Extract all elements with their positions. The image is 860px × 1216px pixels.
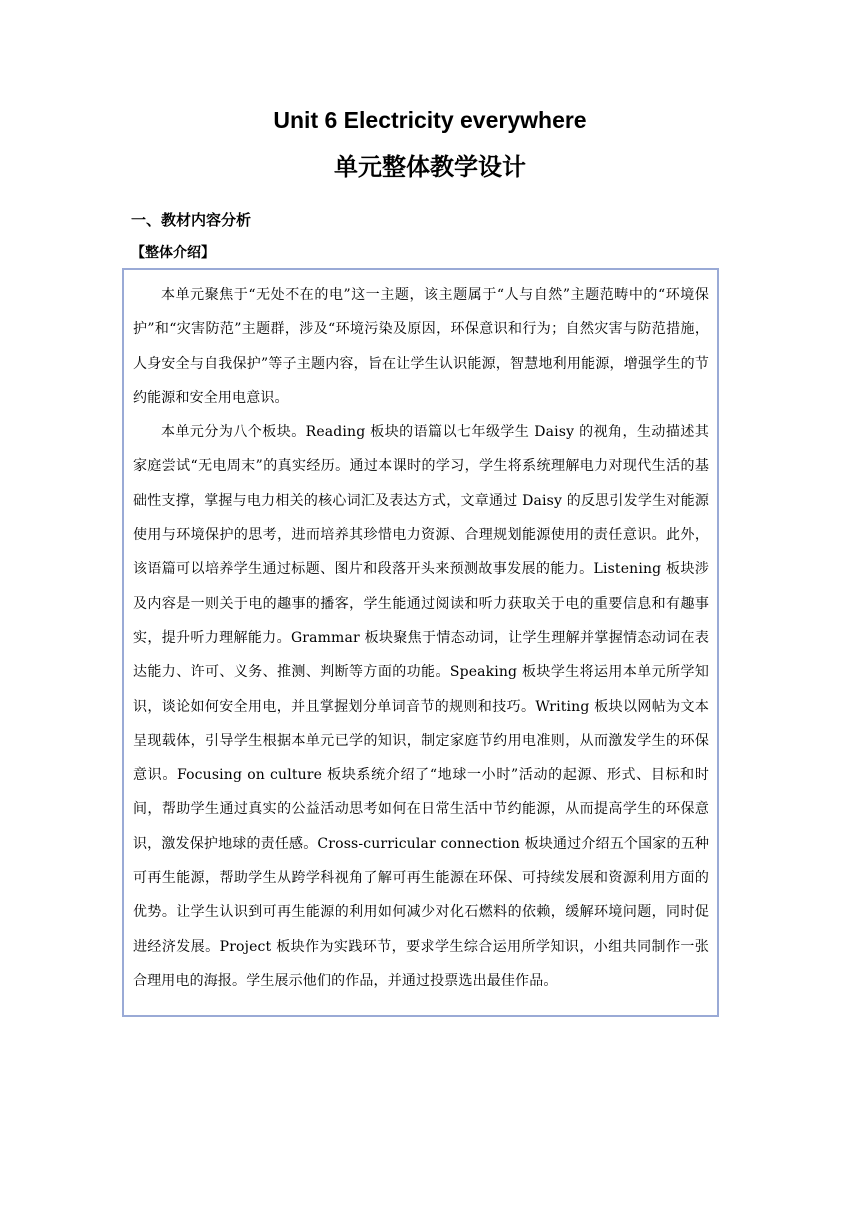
paragraph-2: 本单元分为八个板块。Reading 板块的语篇以七年级学生 Daisy 的视角，生动描述其家庭尝试“无电周末”的真实经历。通过本课时的学习，学生将系统理解电力对现代生活的基础性支撑，掌握与电力相关的核心词汇及表达方式，文章通过 Daisy 的反思引发学生对能源使用与环境保护的思考，进而培养其珍惜电力资源、合理规划能源使用的责任意识。此外，该语篇可以培养学生通过标题、图片和段落开头来预测故事发展的能力。Listening 板块涉及内容是一则关于电的趣事的播客，学生能通过阅读和听力获取关于电的重要信息和有趣事实，提升听力理解能力。Grammar 板块聚焦于情态动词，让学生理解并掌握情态动词在表达能力、许可、义务、推测、判断等方面的功能。Speaking 板块学生将运用本单元所学知识，谈论如何安全用电，并且掌握划分单词音节的规则和技巧。Writing 板块以网帖为文本呈现载体，引导学生根据本单元已学的知识，制定家庭节约用电准则，从而激发学生的环保意识。Focusing on culture 板块系统介绍了“地球一小时”活动的起源、形式、目标和时间，帮助学生通过真实的公益活动思考如何在日常生活中节约能源，从而提高学生的环保意识，激发保护地球的责任感。Cross-curricular connection 板块通过介绍五个国家的五种可再生能源，帮助学生从跨学科视角了解可再生能源在环保、可持续发展和资源利用方面的优势。让学生认识到可再生能源的利用如何减少对化石燃料的依赖，缓解环境问题，同时促进经济发展。Project 板块作为实践环节，要求学生综合运用所学知识，小组共同制作一张合理用电的海报。学生展示他们的作品，并通过投票选出最佳作品。 xyxy=(133,424,709,989)
subheading-overall-introduction: 【整体介绍】 xyxy=(131,245,215,261)
section-heading: 一、教材内容分析 xyxy=(131,211,252,229)
document-title: Unit 6 Electricity everywhere xyxy=(273,107,587,133)
paragraph-1: 本单元聚焦于“无处不在的电”这一主题，该主题属于“人与自然”主题范畴中的“环境保护”和“灾害防范”主题群，涉及“环境污染及原因，环保意识和行为；自然灾害与防范措施，人身安全与自我保护”等子主题内容，旨在让学生认识能源，智慧地利用能源，增强学生的节约能源和安全用电意识。 xyxy=(133,287,709,406)
overall-introduction-box xyxy=(122,268,719,1017)
document-subtitle: 单元整体教学设计 xyxy=(334,153,526,181)
